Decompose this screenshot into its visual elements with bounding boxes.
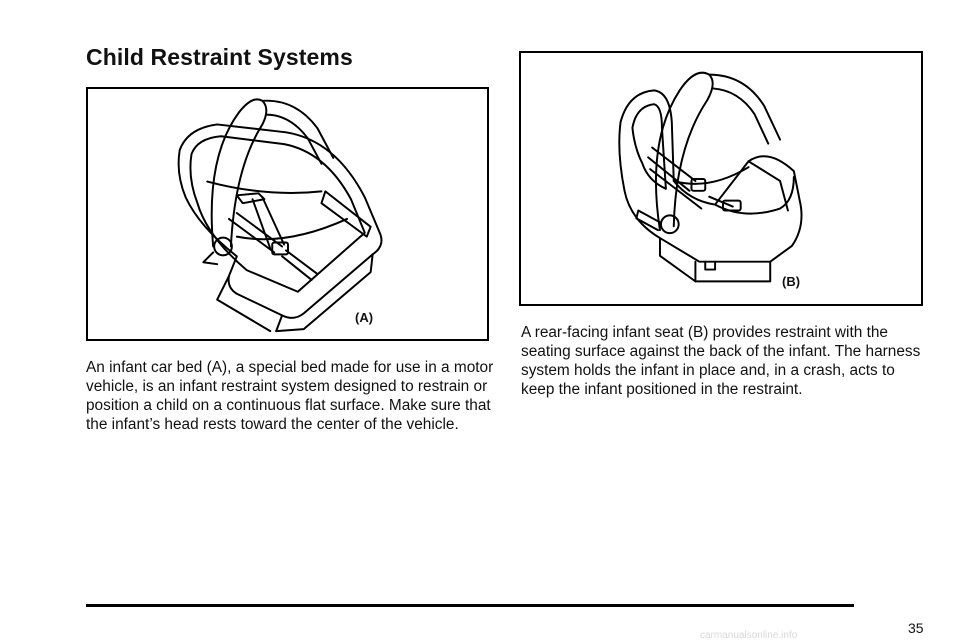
rear-facing-seat-paragraph: A rear-facing infant seat (B) provides restraint with the seating surface against the back of the infant. The harness system holds the infant in place and, in a crash, acts to keep the infant positioned in the restraint. (521, 324, 921, 398)
figure-rear-facing-infant-seat (519, 51, 923, 306)
rear-facing-infant-seat-illustration (521, 53, 921, 304)
figure-a-label: (A) (355, 310, 374, 325)
footer-rule (86, 604, 854, 607)
figure-infant-car-bed (86, 87, 489, 341)
figure-b-label: (B) (782, 274, 801, 289)
page-number: 35 (908, 620, 924, 636)
page-title: Child Restraint Systems (86, 44, 353, 70)
infant-car-bed-paragraph: An infant car bed (A), a special bed made for use in a motor vehicle, is an infant restraint system designed to restrain or position a child on a continuous flat surface. Make sure that the infant’s head rests toward the center of the vehicle. (86, 359, 494, 433)
infant-car-bed-illustration (88, 89, 487, 339)
watermark: carmanualsonline.info (700, 630, 798, 641)
